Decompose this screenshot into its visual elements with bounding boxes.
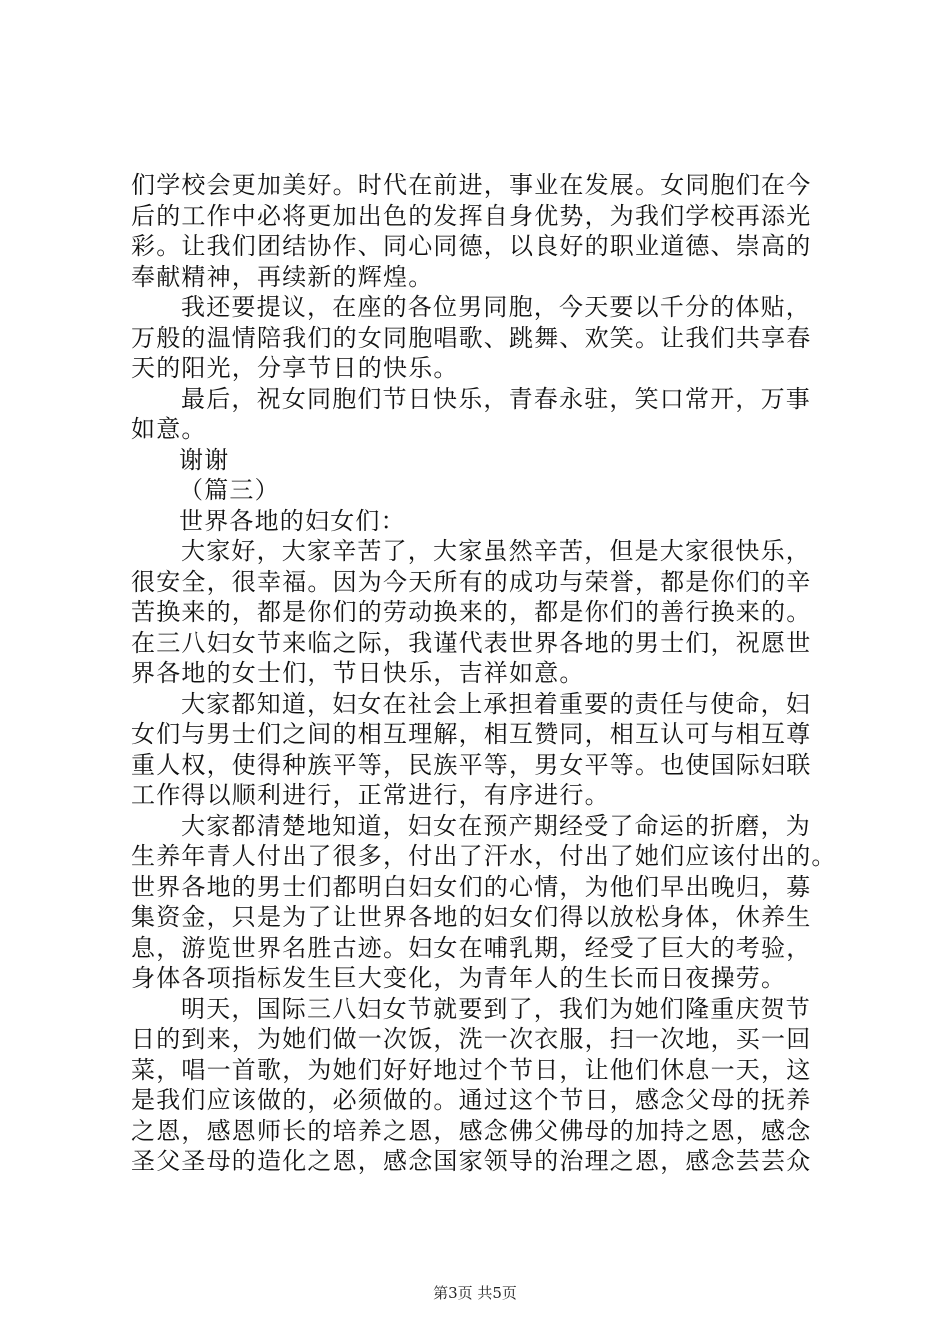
text-line: 很安全，很幸福。因为今天所有的成功与荣誉，都是你们的辛	[131, 567, 812, 596]
paragraph-start-line: 我还要提议，在座的各位男同胞，今天要以千分的体贴，	[181, 293, 811, 321]
text-line: 世界各地的男士们都明白妇女们的心情，为他们早出晚归，募	[131, 872, 812, 901]
text-line: 奉献精神，再续新的辉煌。	[131, 262, 434, 291]
paragraph-start-line: 明天，国际三八妇女节就要到了，我们为她们隆重庆贺节	[181, 994, 811, 1023]
text-line: 苦换来的，都是你们的劳动换来的，都是你们的善行换来的。	[131, 598, 812, 626]
text-line: 天的阳光，分享节日的快乐。	[131, 354, 459, 382]
page-number-footer: 第3页 共5页	[433, 1284, 517, 1302]
text-line: 在三八妇女节来临之际，我谨代表世界各地的男士们，祝愿世	[131, 628, 812, 657]
text-line: 女们与男士们之间的相互理解，相互赞同，相互认可与相互尊	[131, 720, 812, 748]
section-heading: （篇三）	[179, 476, 280, 504]
paragraph-start-line: 大家都知道，妇女在社会上承担着重要的责任与使命，妇	[181, 689, 811, 718]
text-line: 生养年青人付出了很多，付出了汗水，付出了她们应该付出的。	[131, 842, 837, 870]
text-line: 身体各项指标发生巨大变化，为青年人的生长而日夜操劳。	[131, 964, 787, 992]
paragraph-start-line: 大家都清楚地知道，妇女在预产期经受了命运的折磨，为	[181, 811, 811, 840]
text-line: 菜，唱一首歌，为她们好好地过个节日，让他们休息一天，这	[131, 1055, 812, 1084]
text-line: 万般的温情陪我们的女同胞唱歌、跳舞、欢笑。让我们共享春	[131, 323, 812, 352]
text-line: 息，游览世界名胜古迹。妇女在哺乳期，经受了巨大的考验，	[131, 933, 812, 962]
text-line: 彩。让我们团结协作、同心同德，以良好的职业道德、崇高的	[131, 232, 812, 260]
text-line: 后的工作中必将更加出色的发挥自身优势，为我们学校再添光	[131, 201, 812, 230]
text-line: 是我们应该做的，必须做的。通过这个节日，感念父母的抚养	[131, 1086, 812, 1114]
text-line: 如意。	[131, 415, 207, 443]
text-line: 重人权，使得种族平等，民族平等，男女平等。也使国际妇联	[131, 750, 812, 779]
text-line: 界各地的女士们，节日快乐，吉祥如意。	[131, 659, 585, 687]
text-line: 日的到来，为她们做一次饭，洗一次衣服，扫一次地，买一回	[131, 1025, 812, 1053]
body-text	[131, 170, 837, 1177]
paragraph-start-line: 大家好，大家辛苦了，大家虽然辛苦，但是大家很快乐，	[181, 537, 811, 565]
thanks-line: 谢谢	[179, 445, 230, 474]
text-line: 工作得以顺利进行，正常进行，有序进行。	[131, 781, 610, 809]
text-line: 集资金，只是为了让世界各地的妇女们得以放松身体，休养生	[131, 903, 812, 931]
text-line: 们学校会更加美好。时代在前进，事业在发展。女同胞们在今	[131, 171, 812, 199]
salutation-line: 世界各地的妇女们：	[179, 506, 406, 535]
text-line: 之恩，感恩师长的培养之恩，感念佛父佛母的加持之恩，感念	[131, 1116, 812, 1145]
paragraph-start-line: 最后，祝女同胞们节日快乐，青春永驻，笑口常开，万事	[181, 384, 811, 413]
text-line: 圣父圣母的造化之恩，感念国家领导的治理之恩，感念芸芸众	[131, 1147, 812, 1175]
